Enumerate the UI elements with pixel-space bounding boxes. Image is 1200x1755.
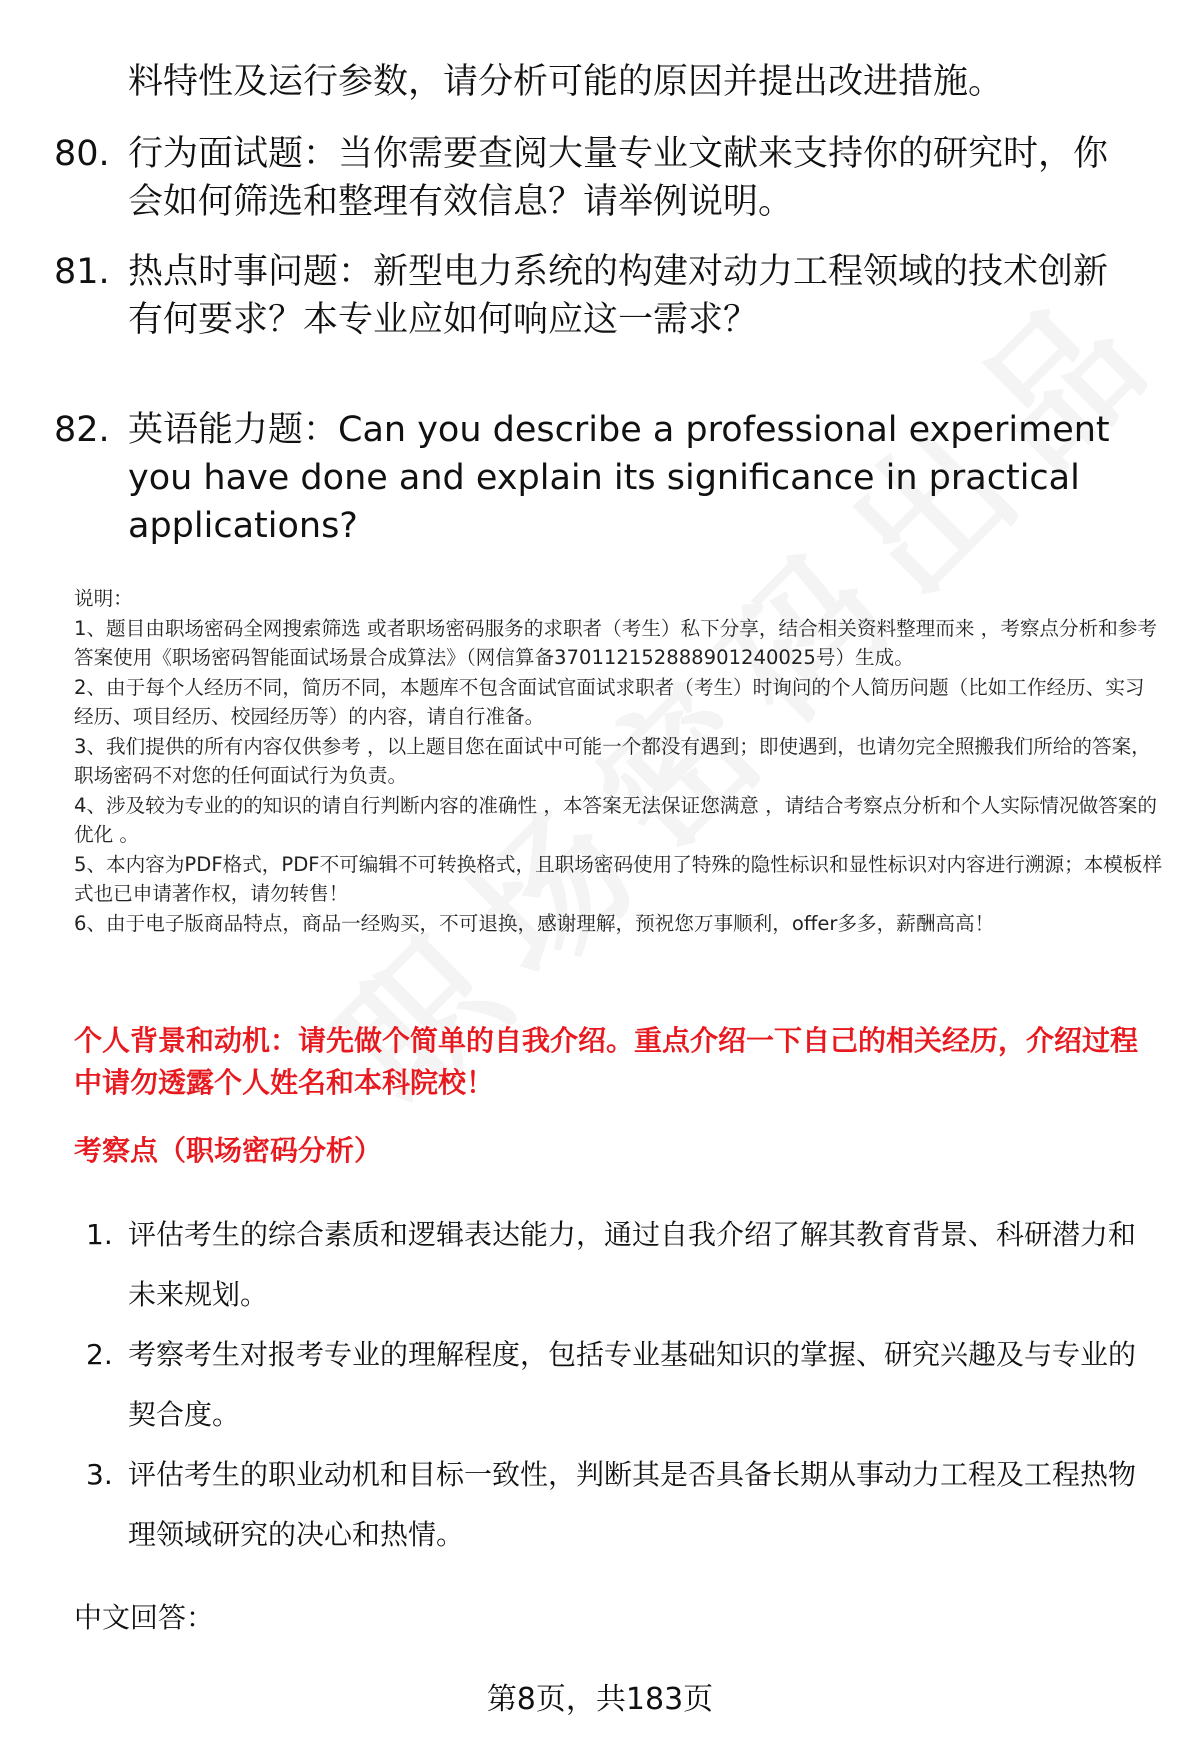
- question-number: 81.: [54, 252, 110, 292]
- page-footer: 第8页，共183页: [486, 1682, 714, 1717]
- focus-point: [74, 1445, 1154, 1565]
- note-item: 6、由于电子版商品特点，商品一经购买，不可退换，感谢理解，预祝您万事顺利，offer多多，薪酬高高！: [74, 911, 995, 935]
- focus-point-number: 1.: [86, 1218, 113, 1251]
- question-text: 行为面试题：当你需要查阅大量专业文献来支持你的研究时，你会如何筛选和整理有效信息？请举例说明。: [128, 134, 1109, 222]
- question-number: 80.: [54, 134, 110, 174]
- focus-heading: 考察点（职场密码分析）: [74, 1134, 383, 1167]
- note-item: 2、由于每个人经历不同，简历不同，本题库不包含面试官面试求职者（考生）时询问的个人简历问题（比如工作经历、实习经历、项目经历、校园经历等）的内容，请自行准备。: [74, 675, 1145, 728]
- question-text: 英语能力题：Can you describe a professional experiment you have done and explain its significance in practical applications?: [128, 410, 1110, 546]
- focus-point: [74, 1205, 1154, 1325]
- focus-points-list: [74, 1205, 1154, 1565]
- focus-point-number: 3.: [86, 1458, 113, 1491]
- note-item: 5、本内容为PDF格式，PDF不可编辑不可转换格式，且职场密码使用了特殊的隐性标识和显性标识对内容进行溯源；本模板样式也已申请著作权，请勿转售！: [74, 852, 1163, 905]
- note-item: 3、我们提供的所有内容仅供参考 ，以上题目您在面试中可能一个都没有遇到；即使遇到，也请勿完全照搬我们所给的答案，职场密码不对您的任何面试行为负责。: [74, 734, 1151, 787]
- focus-point-text: 评估考生的综合素质和逻辑表达能力，通过自我介绍了解其教育背景、科研潜力和未来规划。: [128, 1218, 1137, 1311]
- focus-point-number: 2.: [86, 1338, 113, 1371]
- focus-point-text: 评估考生的职业动机和目标一致性，判断其是否具备长期从事动力工程及工程热物理领域研究的决心和热情。: [128, 1458, 1137, 1551]
- question-continuation: 料特性及运行参数，请分析可能的原因并提出改进措施。: [128, 62, 1004, 102]
- note-item: 1、题目由职场密码全网搜索筛选 或者职场密码服务的求职者（考生）私下分享，结合相关资料整理而来 ，考察点分析和参考答案使用《职场密码智能面试场景合成算法》（网信算备370112152888901240025号）生成。: [74, 616, 1157, 669]
- focus-point: [74, 1325, 1154, 1445]
- question-text: 热点时事问题：新型电力系统的构建对动力工程领域的技术创新有何要求？本专业应如何响应这一需求？: [128, 252, 1109, 340]
- note-item: 4、涉及较为专业的的知识的请自行判断内容的准确性 ，本答案无法保证您满意 ，请结合考察点分析和个人实际情况做答案的优化 。: [74, 793, 1157, 846]
- notes-section: [74, 584, 1164, 938]
- answer-label: 中文回答：: [74, 1601, 215, 1634]
- question-number: 82.: [54, 410, 110, 450]
- background-question: 个人背景和动机：请先做个简单的自我介绍。重点介绍一下自己的相关经历，介绍过程中请勿透露个人姓名和本科院校！: [74, 1024, 1139, 1099]
- notes-title: 说明：: [74, 587, 133, 610]
- focus-point-text: 考察考生对报考专业的理解程度，包括专业基础知识的掌握、研究兴趣及与专业的契合度。: [128, 1338, 1137, 1431]
